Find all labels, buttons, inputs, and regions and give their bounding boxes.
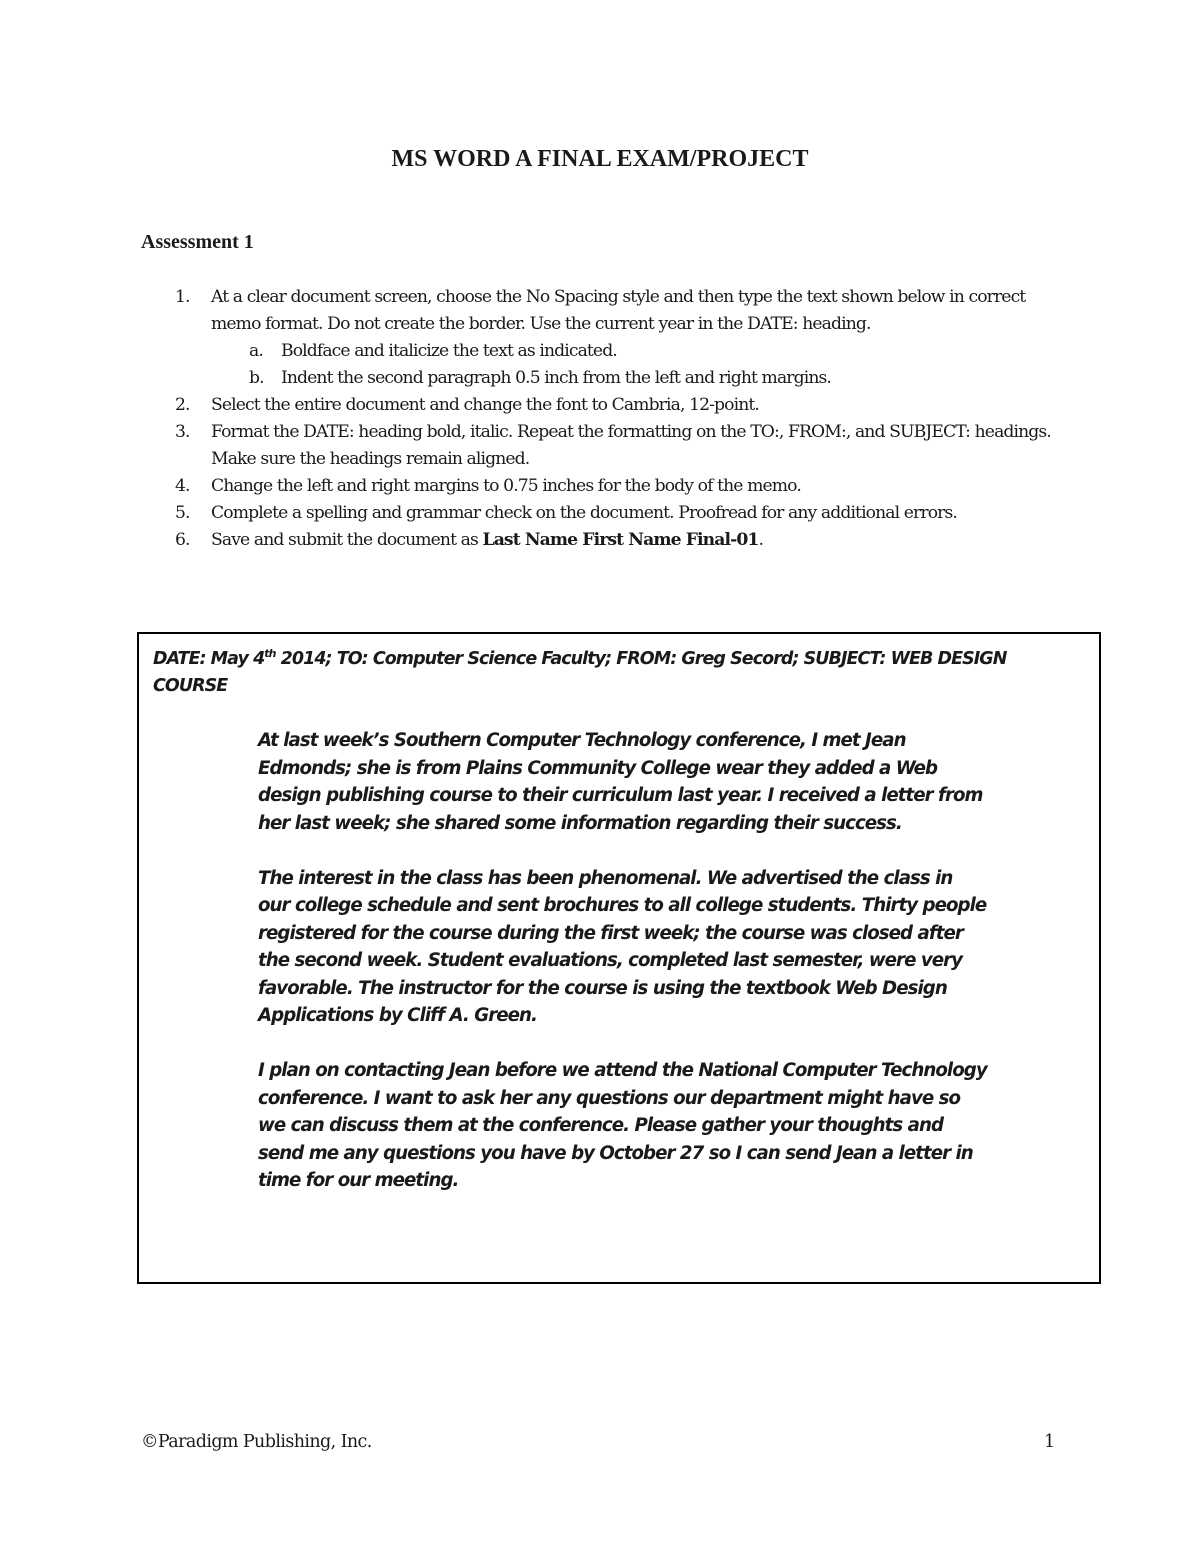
footer-page-number: 1 [1044,1432,1056,1452]
instruction-text: Select the entire document and change the font to Cambria, 12-point. [211,395,759,415]
sub-instruction-text: Indent the second paragraph 0.5 inch from the left and right margins. [281,368,831,388]
sub-instruction-letter: b. [249,368,264,388]
memo-paragraph: The interest in the class has been phenomenal. We advertised the class in our college schedule and sent brochures to all college students. Thirty people registered for the course during the first week; the course was closed after the second week. Student evaluations, completed last semester, were very favorable. The instructor for the course is using the textbook Web Design Applications by Cliff A. Green. [258,867,987,1026]
instruction-number: 2. [175,395,190,415]
memo-paragraph: I plan on contacting Jean before we attend the National Computer Technology conference. I want to ask her any questions our department might have so we can discuss them at the conference. Please gather your thoughts and send me any questions you have by October 27 so I can send Jean a letter in time for our meeting. [258,1060,987,1191]
instruction-item [175,527,1051,554]
instruction-item [175,392,1051,419]
instruction-number: 3. [175,422,190,442]
memo-header-date: DATE: May 4 [153,649,265,669]
memo-header-rest: 2014; TO: Computer Science Faculty; FROM: Greg Secord; SUBJECT: WEB DESIGN COURSE [153,649,1007,696]
footer-copyright: ©Paradigm Publishing, Inc. [141,1432,372,1452]
instruction-list [175,284,1051,554]
instruction-number: 1. [175,287,190,307]
sub-instruction-item [249,338,1051,365]
instruction-text-before: Save and submit the document as [211,530,483,550]
memo-header [153,646,1073,700]
instruction-file-name: Last Name First Name Final-01 [482,530,759,550]
instruction-text: Complete a spelling and grammar check on the document. Proofread for any additional errors. [211,503,957,523]
instruction-number: 6. [175,530,190,550]
instruction-text: At a clear document screen, choose the No Spacing style and then type the text shown below in correct memo format. Do not create the border. Use the current year in the DATE: heading. [211,287,1026,334]
sub-instruction-letter: a. [249,341,263,361]
instruction-number: 4. [175,476,190,496]
page-title: MS WORD A FINAL EXAM/PROJECT [391,146,809,172]
instruction-item [175,419,1051,473]
instruction-item [175,473,1051,500]
sub-instruction-item [249,365,1051,392]
memo-body [258,727,988,1222]
section-heading: Assessment 1 [141,231,254,253]
instruction-number: 5. [175,503,190,523]
instruction-item [175,500,1051,527]
memo-header-ordinal: th [264,647,276,660]
sub-instruction-list [211,338,1051,392]
instruction-text: Format the DATE: heading bold, italic. Repeat the formatting on the TO:, FROM:, and SUBJECT: headings. Make sure the headings remain aligned. [211,422,1051,469]
memo-box [137,632,1101,1284]
sub-instruction-text: Boldface and italicize the text as indicated. [281,341,617,361]
memo-paragraph: At last week’s Southern Computer Technology conference, I met Jean Edmonds; she is from Plains Community College wear they added a Web design publishing course to their curriculum last year. I received a letter from her last week; she shared some information regarding their success. [258,730,983,834]
instruction-text-after: . [758,530,764,550]
instruction-item [175,284,1051,392]
instruction-text: Change the left and right margins to 0.75 inches for the body of the memo. [211,476,801,496]
